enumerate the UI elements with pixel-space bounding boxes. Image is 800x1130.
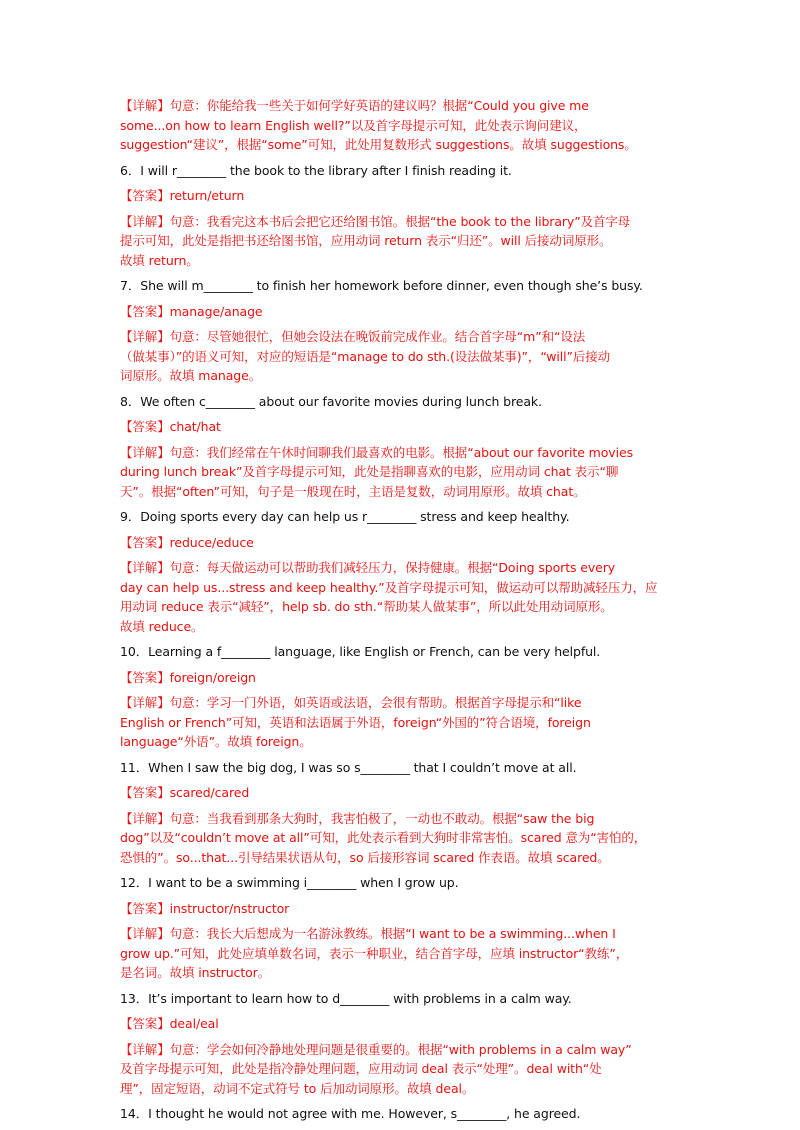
question-line: 13．It’s important to learn how to d________ with problems in a calm way.	[120, 990, 572, 1006]
explanation-line: 及首字母提示可知，此处是指冷静处理问题，应用动词 deal 表示“处理”。deal with“处	[120, 1061, 602, 1076]
explanation-line: 【详解】句意：我长大后想成为一名游泳教练。根据“I want to be a swimming...when I	[120, 926, 616, 941]
answer-line: 【答案】foreign/oreign	[120, 669, 256, 685]
explanation-line: English or French”可知，英语和法语属于外语，foreign“外国的”符合语境，foreign	[120, 714, 591, 730]
document-content	[120, 96, 685, 1130]
explanation-line: 【详解】句意：我们经常在午休时间聊我们最喜欢的电影。根据“about our favorite movies	[120, 444, 633, 460]
question-line: 8．We often c________ about our favorite movies during lunch break.	[120, 393, 542, 409]
answer-line: 【答案】instructor/nstructor	[120, 900, 290, 916]
explanation-line: 是名词。故填 instructor。	[120, 965, 271, 980]
explanation-line: 天”。根据“often”可知，句子是一般现在时，主语是复数，动词用原形。故填 chat。	[120, 483, 586, 499]
explanation-block	[120, 443, 685, 502]
explanation-line: 【详解】句意：尽管她很忙，但她会设法在晚饭前完成作业。结合首字母“m”和“设法	[120, 329, 586, 344]
explanation-line: 【详解】句意：学会如何冷静地处理问题是很重要的。根据“with problems in a calm way”	[120, 1041, 632, 1057]
answer-line: 【答案】chat/hat	[120, 419, 221, 434]
explanation-line: during lunch break”及首字母提示可知，此处是指聊喜欢的电影，应用动词 chat 表示“聊	[120, 464, 619, 479]
explanation-line: 【详解】句意：学习一门外语，如英语或法语，会很有帮助。根据首字母提示和“like	[120, 695, 582, 710]
explanation-line: 【详解】句意：每天做运动可以帮助我们减轻压力，保持健康。根据“Doing sports every	[120, 560, 616, 575]
explanation-line: day can help us...stress and keep healthy.”及首字母提示可知，做运动可以帮助减轻压力，应	[120, 579, 658, 595]
answer-line: 【答案】return/eturn	[120, 188, 245, 203]
explanation-line: dog”以及“couldn’t move at all”可知，此处表示看到大狗时非常害怕。scared 意为“害怕的，	[120, 830, 647, 845]
answer-line: 【答案】manage/anage	[120, 303, 263, 319]
explanation-block	[120, 558, 685, 636]
question-line: 9．Doing sports every day can help us r________ stress and keep healthy.	[120, 509, 570, 524]
question-line: 12．I want to be a swimming i________ when I grow up.	[120, 875, 459, 890]
explanation-block	[120, 924, 685, 983]
explanation-block	[120, 96, 685, 155]
explanation-line: suggestion“建议”，根据“some”可知，此处用复数形式 suggestions。故填 suggestions。	[120, 137, 637, 152]
explanation-line: 【详解】句意：你能给我一些关于如何学好英语的建议吗？根据“Could you give me	[120, 98, 589, 113]
explanation-block	[120, 693, 685, 752]
question-line: 14．I thought he would not agree with me. However, s________, he agreed.	[120, 1106, 581, 1121]
question-line: 6．I will r________ the book to the library after I finish reading it.	[120, 162, 512, 178]
question-line: 7．She will m________ to finish her homework before dinner, even though she’s busy.	[120, 278, 643, 293]
explanation-line: grow up.”可知，此处应填单数名词，表示一种职业，结合首字母，应填 instructor“教练”，	[120, 945, 629, 961]
answer-line: 【答案】scared/cared	[120, 785, 250, 800]
explanation-block	[120, 212, 685, 271]
question-line: 11．When I saw the big dog, I was so s________ that I couldn’t move at all.	[120, 759, 577, 775]
answer-line: 【答案】deal/eal	[120, 1016, 219, 1031]
explanation-block	[120, 809, 685, 868]
question-line: 10．Learning a f________ language, like English or French, can be very helpful.	[120, 644, 601, 659]
explanation-line: 理”，固定短语，动词不定式符号 to 后加动词原形。故填 deal。	[120, 1080, 475, 1096]
explanation-block	[120, 1040, 685, 1099]
explanation-line: 故填 return。	[120, 252, 199, 268]
explanation-block	[120, 327, 685, 386]
explanation-line: 【详解】句意：当我看到那条大狗时，我害怕极了，一动也不敢动。根据“saw the big	[120, 810, 595, 826]
answer-line: 【答案】reduce/educe	[120, 534, 254, 550]
explanation-line: 词原形。故填 manage。	[120, 368, 262, 383]
explanation-line: 故填 reduce。	[120, 618, 204, 634]
explanation-line: （做某事）”的语义可知，对应的短语是“manage to do sth.(设法做某事)”，“will”后接动	[120, 348, 611, 364]
explanation-line: 恐惧的”。so...that...引导结果状语从句，so 后接形容词 scared 作表语。故填 scared。	[120, 849, 610, 865]
explanation-line: 提示可知，此处是指把书还给图书馆，应用动词 return 表示“归还”。will 后接动词原形。	[120, 233, 612, 248]
explanation-line: 【详解】句意：我看完这本书后会把它还给图书馆。根据“the book to the library”及首字母	[120, 213, 631, 229]
explanation-line: some...on how to learn English well?”以及首字母提示可知，此处表示询问建议，	[120, 117, 587, 133]
explanation-line: 用动词 reduce 表示“减轻”，help sb. do sth.“帮助某人做某事”，所以此处用动词原形。	[120, 599, 613, 614]
explanation-line: language“外语”。故填 foreign。	[120, 734, 312, 749]
